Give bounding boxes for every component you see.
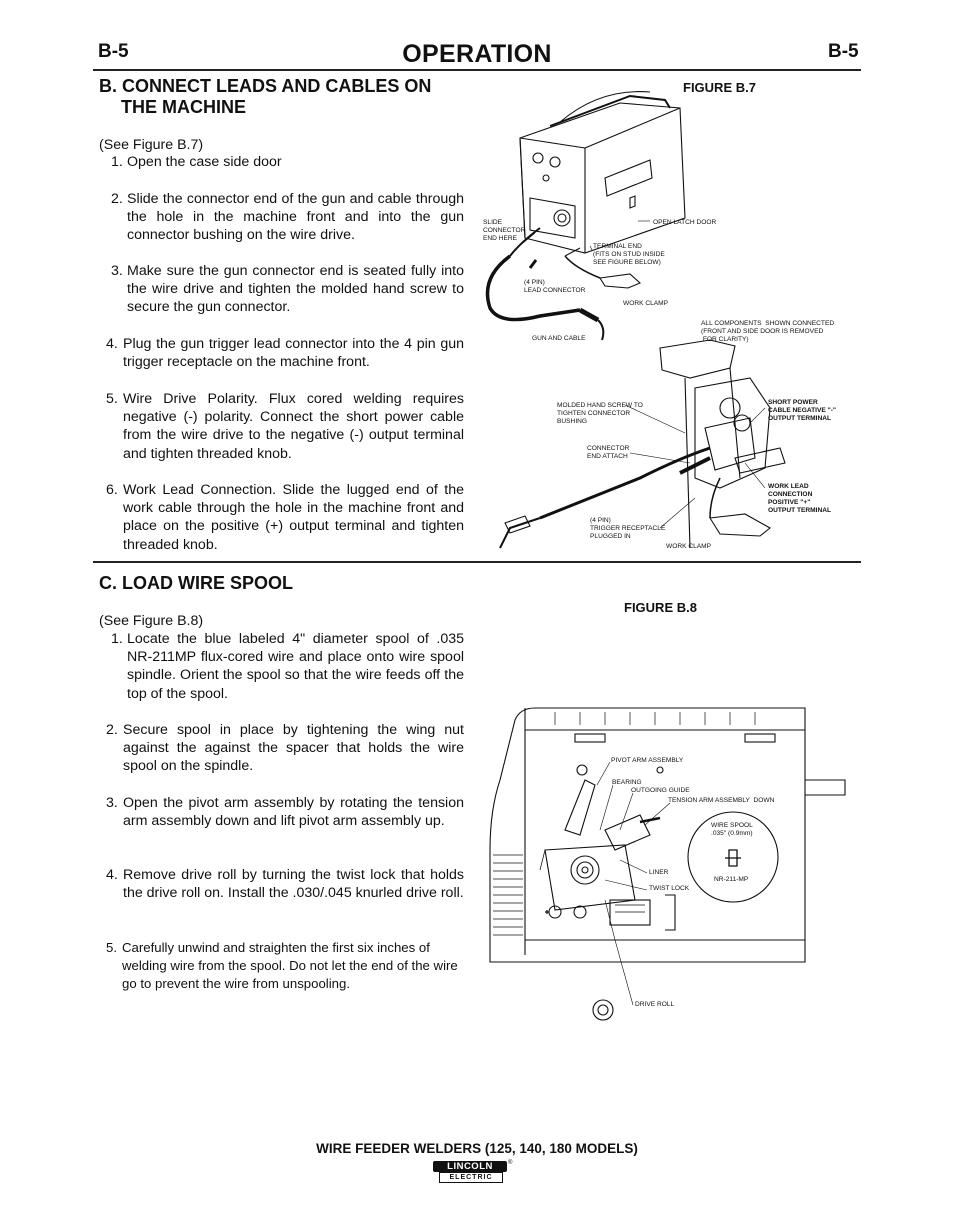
section-c-see-figure: (See Figure B.8) [99, 613, 204, 629]
logo-bottom-text: ELECTRIC [439, 1172, 503, 1183]
section-b-step-4 [106, 335, 464, 371]
step-number: 1. [111, 631, 123, 647]
section-c-step-3 [106, 794, 464, 830]
caption-trigger-receptacle: (4 PIN) TRIGGER RECEPTACLE PLUGGED IN [590, 517, 666, 540]
section-b-step-3 [111, 262, 464, 317]
section-c-step-1 [111, 630, 464, 703]
step-number: 3. [106, 795, 118, 811]
step-text: Work Lead Connection. Slide the lugged end of the work cable through the hole in the machine front and place on the positive (+) output terminal and tighten threaded knob. [123, 482, 464, 553]
caption-tension-arm-assembly: TENSION ARM ASSEMBLY DOWN [668, 797, 775, 804]
section-b-heading-line2: THE MACHINE [121, 97, 246, 117]
step-text: Locate the blue labeled 4" diameter spool of .035 NR-211MP flux-cored wire and place onto wire spool spindle. Orient the spool so that the wire feeds off the top of the spool. [127, 631, 464, 702]
footer-model-text: WIRE FEEDER WELDERS (125, 140, 180 MODELS) [316, 1141, 638, 1156]
section-b-heading-line1: B. CONNECT LEADS AND CABLES ON [99, 76, 432, 96]
caption-wire-spool: WIRE SPOOL .035" (0.9mm) [711, 822, 753, 837]
step-text: Open the pivot arm assembly by rotating the tension arm assembly down and lift pivot arm assembly up. [123, 795, 464, 830]
section-c-step-2 [106, 721, 464, 776]
section-b-step-1 [111, 153, 464, 171]
caption-short-power-cable: SHORT POWER CABLE NEGATIVE "-" OUTPUT TERMINAL [768, 399, 837, 422]
step-text: Remove drive roll by turning the twist lock that holds the drive roll on. Install the .030/.045 knurled drive roll. [123, 867, 464, 902]
step-number: 1. [111, 154, 123, 170]
section-b-step-2 [111, 190, 464, 245]
caption-terminal-end: TERMINAL END (FITS ON STUD INSIDE SEE FIGURE BELOW) [593, 243, 665, 266]
caption-bearing: BEARING [612, 779, 642, 786]
section-c-step-5 [106, 939, 464, 994]
step-number: 3. [111, 263, 123, 279]
caption-connector-end-attach: CONNECTOR END ATTACH [587, 445, 630, 460]
page-title: OPERATION [402, 40, 552, 68]
lincoln-electric-logo [433, 1160, 513, 1183]
step-text: Plug the gun trigger lead connector into the 4 pin gun trigger receptacle on the machine front. [123, 336, 464, 371]
step-text: Slide the connector end of the gun and cable through the hole in the machine front and into the gun connector bushing on the wire drive. [127, 191, 464, 244]
caption-twist-lock: TWIST LOCK [649, 885, 690, 892]
step-number: 2. [106, 722, 118, 738]
step-text: Open the case side door [127, 154, 282, 170]
figure-b8-label: FIGURE B.8 [624, 600, 697, 615]
header-rule [93, 69, 861, 71]
step-text: Secure spool in place by tightening the wing nut against the against the spacer that holds the wire spool on the spindle. [123, 722, 464, 775]
step-number: 4. [106, 336, 118, 352]
step-number: 2. [111, 191, 123, 207]
step-number: 5. [106, 940, 117, 955]
caption-slide-connector: SLIDE CONNECTOR END HERE [483, 219, 526, 242]
figure-b7-label: FIGURE B.7 [683, 80, 756, 95]
step-text: Wire Drive Polarity. Flux cored welding requires negative (-) polarity. Connect the short power cable from the wire drive to the negative (-) output terminal and tighten threaded knob. [123, 391, 464, 462]
caption-outgoing-guide: OUTGOING GUIDE [631, 787, 690, 794]
caption-nr-211-mp: NR-211-MP [714, 876, 749, 883]
section-b-step-6 [106, 481, 464, 554]
step-number: 4. [106, 867, 118, 883]
registered-mark: ® [508, 1160, 513, 1166]
caption-work-clamp-bottom: WORK CLAMP [666, 543, 712, 550]
step-text: Carefully unwind and straighten the first six inches of welding wire from the spool. Do not let the end of the wire go to prevent the wire from unspooling. [122, 940, 458, 992]
page-number-left: B-5 [98, 41, 129, 62]
section-c-heading: C. LOAD WIRE SPOOL [99, 573, 294, 593]
caption-drive-roll: DRIVE ROLL [635, 1001, 675, 1008]
caption-work-lead-connection: WORK LEAD CONNECTION POSITIVE "+" OUTPUT TERMINAL [768, 483, 832, 514]
caption-all-components: ALL COMPONENTS SHOWN CONNECTED (FRONT AND SIDE DOOR IS REMOVED FOR CLARITY) [701, 320, 835, 343]
section-divider-rule [93, 561, 861, 563]
section-c-step-4 [106, 866, 464, 902]
section-b-see-figure: (See Figure B.7) [99, 137, 204, 153]
figure-b8-wire-drive-illustration [485, 700, 855, 1030]
caption-pivot-arm-assembly: PIVOT ARM ASSEMBLY [611, 757, 684, 764]
caption-open-latch-door: OPEN LATCH DOOR [653, 219, 717, 226]
caption-molded-hand-screw: MOLDED HAND SCREW TO TIGHTEN CONNECTOR BUSHING [557, 402, 643, 425]
step-text: Make sure the gun connector end is seated fully into the wire drive and tighten the molded hand screw to secure the gun connector. [127, 263, 464, 316]
caption-lead-connector: (4 PIN) LEAD CONNECTOR [524, 279, 586, 294]
section-b-step-5 [106, 390, 464, 463]
caption-work-clamp-top: WORK CLAMP [623, 300, 669, 307]
logo-top-text: LINCOLN [433, 1161, 507, 1172]
caption-gun-and-cable: GUN AND CABLE [532, 335, 586, 342]
page-number-right: B-5 [828, 41, 859, 62]
step-number: 6. [106, 482, 118, 498]
caption-liner: LINER [649, 869, 669, 876]
step-number: 5. [106, 391, 118, 407]
